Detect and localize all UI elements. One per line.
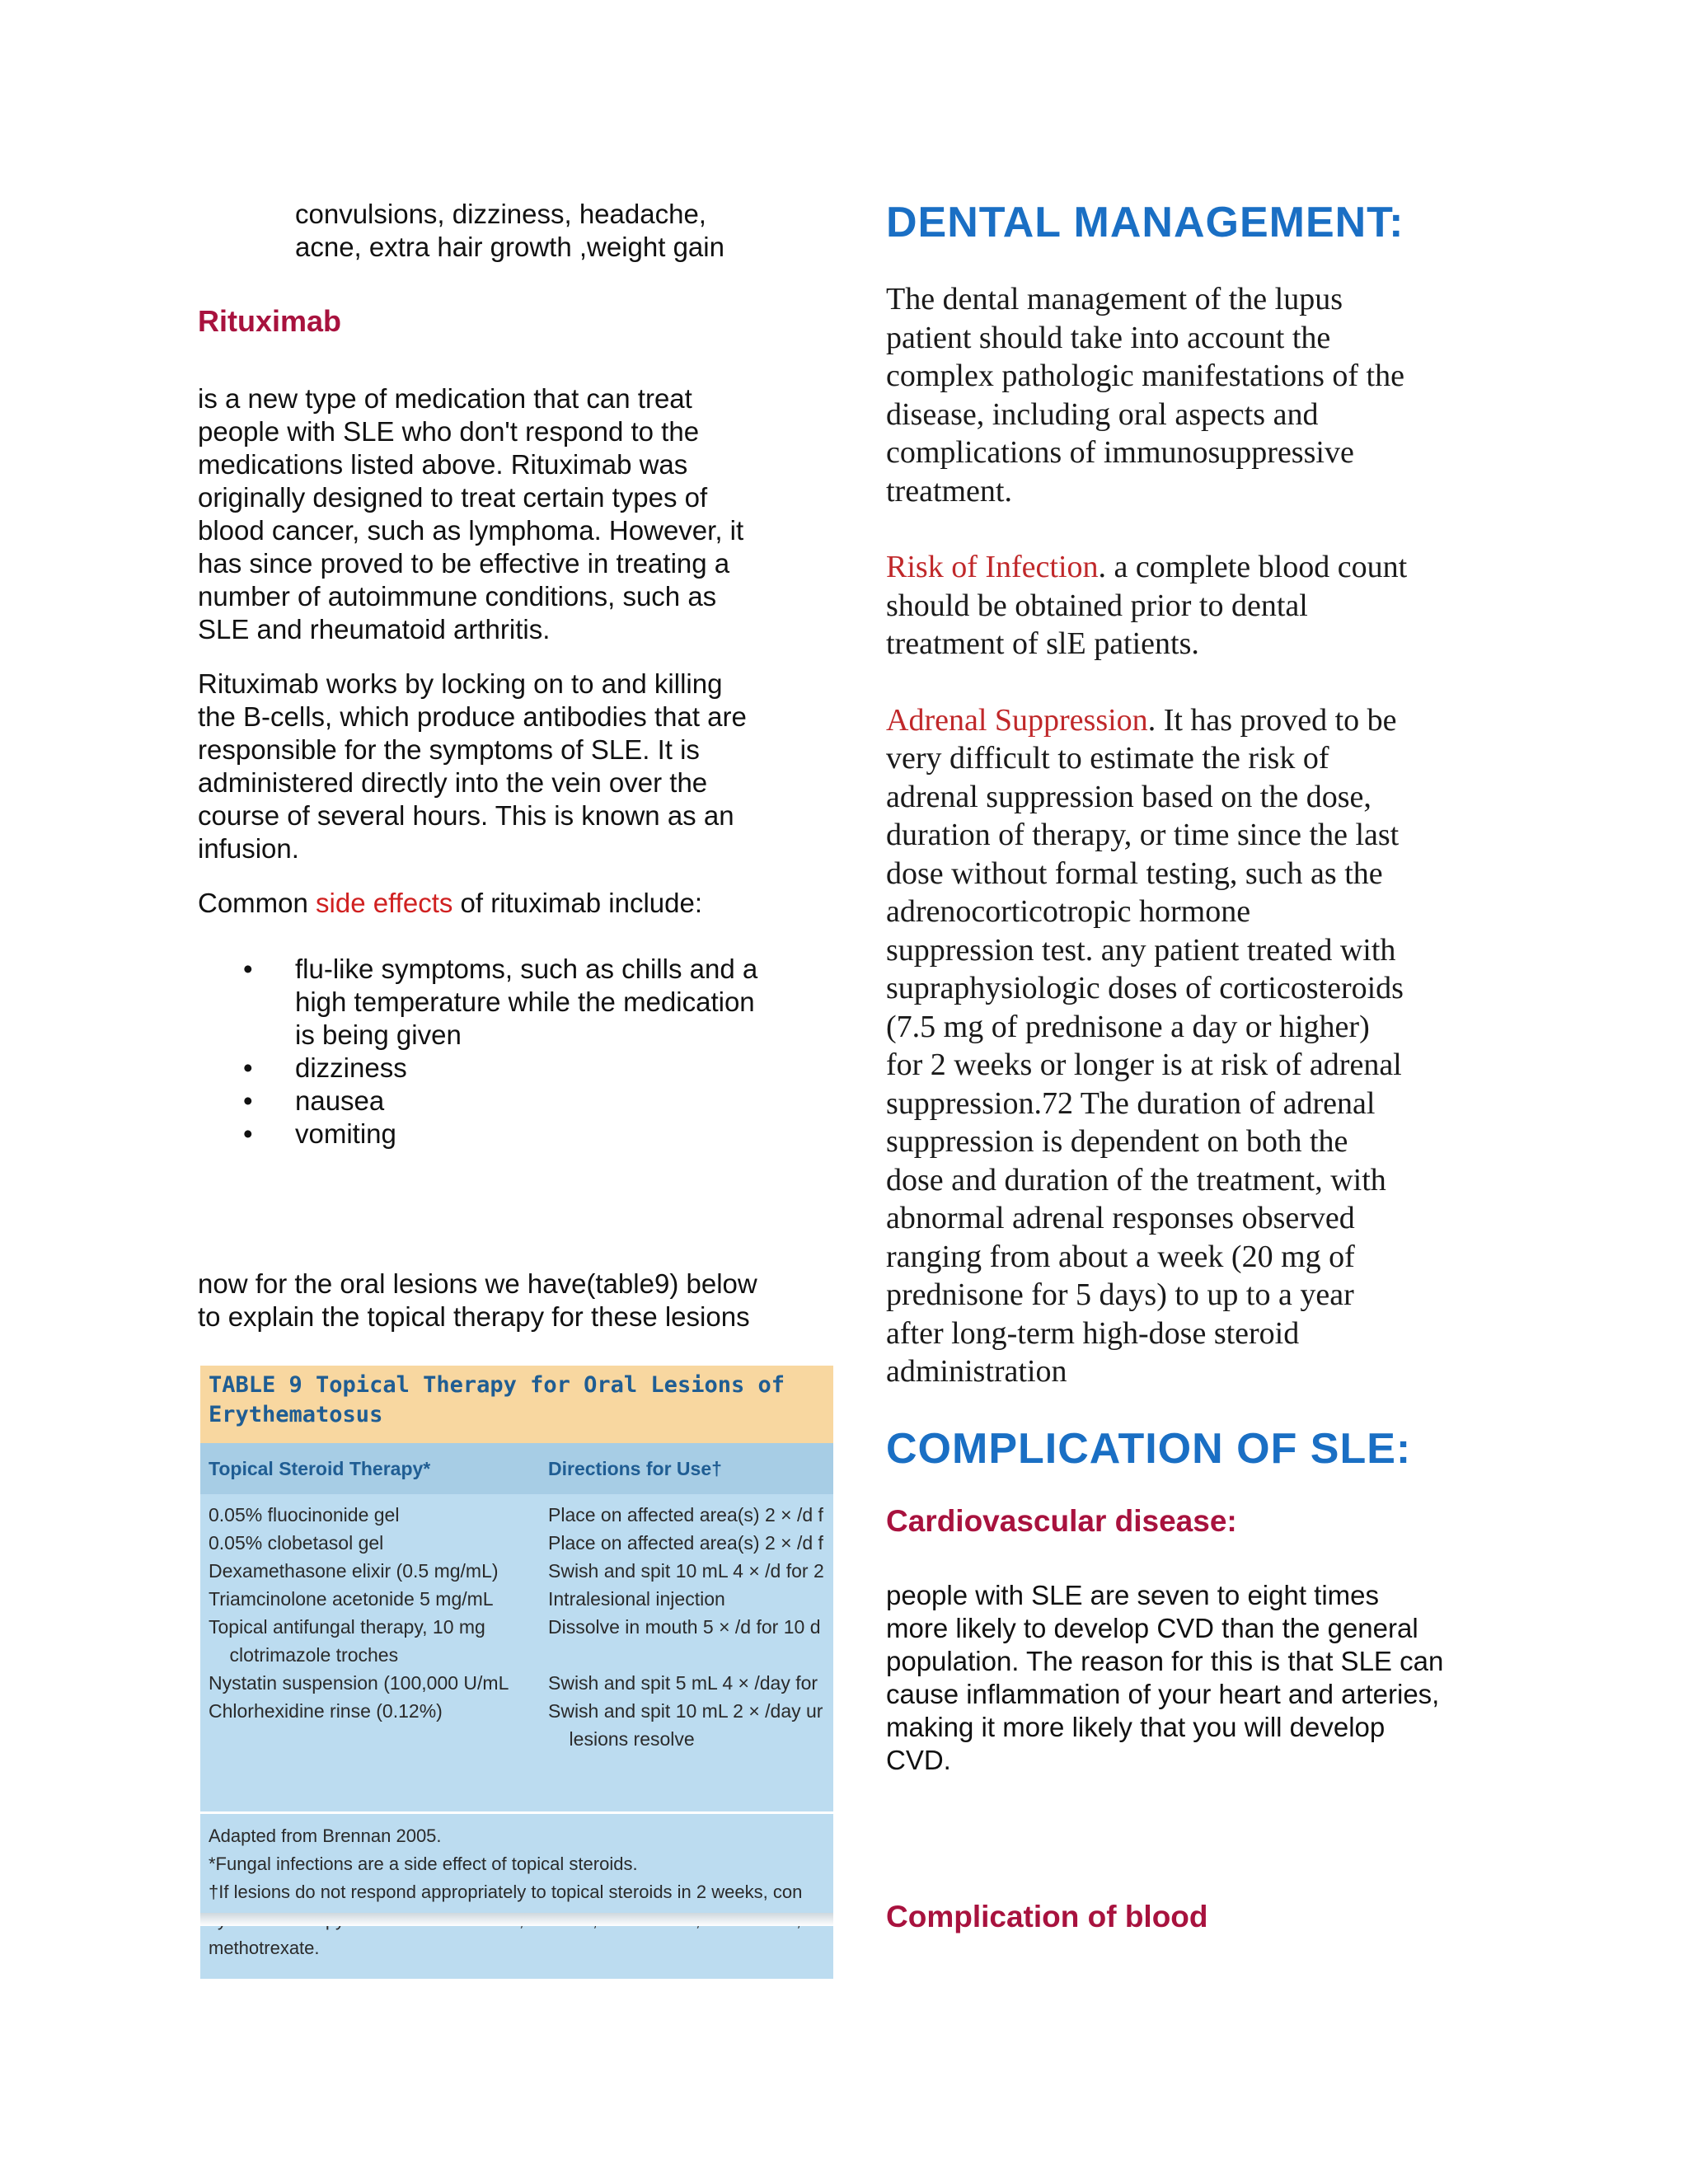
text-line: SLE and rheumatoid arthritis. bbox=[198, 614, 551, 644]
dental-management-heading: DENTAL MANAGEMENT: bbox=[886, 199, 1404, 246]
table-cell: Place on affected area(s) 2 × /d f bbox=[548, 1532, 823, 1554]
table-cell: Chlorhexidine rinse (0.12%) bbox=[209, 1700, 443, 1722]
table-cell bbox=[546, 1641, 833, 1669]
right-column bbox=[886, 198, 1479, 1933]
text-line: administered directly into the vein over the bbox=[198, 767, 708, 798]
left-column bbox=[198, 198, 808, 1333]
text-line: dose without formal testing, such as the bbox=[886, 855, 1383, 891]
table-cell: 0.05% clobetasol gel bbox=[209, 1532, 384, 1554]
rituximab-paragraph-1 bbox=[198, 382, 808, 646]
side-effects-intro bbox=[198, 887, 808, 920]
text-line: now for the oral lesions we have(table9) below bbox=[198, 1268, 757, 1299]
text-line: Rituximab works by locking on to and killing bbox=[198, 668, 723, 699]
adrenal-suppression-paragraph bbox=[886, 701, 1479, 1391]
table-row bbox=[200, 1613, 833, 1641]
text-line: infusion. bbox=[198, 833, 299, 864]
text-line: should be obtained prior to dental bbox=[886, 588, 1308, 623]
table-row bbox=[200, 1585, 833, 1613]
cardiovascular-paragraph bbox=[886, 1579, 1479, 1777]
text-line: acne, extra hair growth ,weight gain bbox=[295, 232, 724, 262]
text-line: the B-cells, which produce antibodies that are bbox=[198, 701, 747, 732]
risk-of-infection-label: Risk of Infection bbox=[886, 550, 1099, 584]
text-line: suppression is dependent on both the bbox=[886, 1124, 1348, 1159]
text-line: cause inflammation of your heart and arteries, bbox=[886, 1678, 1440, 1709]
text-line: patient should take into account the bbox=[886, 320, 1331, 355]
table-cell: Place on affected area(s) 2 × /d f bbox=[548, 1504, 823, 1526]
footnote: methotrexate. bbox=[209, 1938, 320, 1958]
text-line: treatment of slE patients. bbox=[886, 626, 1199, 661]
text-line: TABLE 9 Topical Therapy for Oral Lesions of bbox=[209, 1372, 785, 1398]
table-row bbox=[200, 1669, 833, 1697]
list-item bbox=[198, 953, 808, 1052]
text-line: Erythematosus bbox=[209, 1402, 383, 1427]
table-bottom-edge bbox=[200, 1913, 833, 1926]
text-line: is being given bbox=[295, 1019, 462, 1050]
text-line: administration bbox=[886, 1354, 1067, 1389]
oral-lesions-paragraph bbox=[198, 1268, 808, 1333]
text-line: people with SLE are seven to eight times bbox=[886, 1579, 1380, 1610]
side-effects-list bbox=[198, 953, 808, 1151]
text-line: people with SLE who don't respond to the bbox=[198, 416, 700, 447]
text-line: abnormal adrenal responses observed bbox=[886, 1201, 1355, 1235]
rituximab-heading: Rituximab bbox=[198, 304, 342, 338]
table-row bbox=[200, 1557, 833, 1585]
text-line: to explain the topical therapy for these lesions bbox=[198, 1301, 750, 1332]
text-line: has since proved to be effective in treating a bbox=[198, 548, 730, 579]
text-line bbox=[886, 548, 1479, 587]
text-line: complex pathologic manifestations of the bbox=[886, 359, 1404, 393]
dental-management-paragraph bbox=[886, 280, 1479, 510]
bullet-icon: • bbox=[243, 954, 253, 984]
list-item bbox=[198, 1118, 808, 1151]
text-line bbox=[886, 701, 1479, 740]
side-effects-prefix: Common bbox=[198, 888, 316, 918]
text-line: course of several hours. This is known as an bbox=[198, 800, 734, 831]
text-line: dizziness bbox=[295, 1052, 407, 1083]
text-line: The dental management of the lupus bbox=[886, 282, 1343, 316]
risk-of-infection-paragraph bbox=[886, 548, 1479, 663]
text-span: . a complete blood count bbox=[1098, 550, 1408, 584]
footnote: *Fungal infections are a side effect of topical steroids. bbox=[209, 1854, 638, 1874]
table-cell: Nystatin suspension (100,000 U/mL bbox=[209, 1672, 509, 1694]
side-effects-link[interactable]: side effects bbox=[316, 888, 453, 918]
side-effects-suffix: of rituximab include: bbox=[452, 888, 703, 918]
text-line: flu-like symptoms, such as chills and a bbox=[295, 954, 758, 984]
blood-complication-heading: Complication of blood bbox=[886, 1899, 1208, 1933]
text-line: for 2 weeks or longer is at risk of adrenal bbox=[886, 1047, 1402, 1082]
list-item bbox=[198, 1085, 808, 1118]
table-cell: Swish and spit 10 mL 2 × /day ur bbox=[548, 1700, 823, 1722]
text-line: ranging from about a week (20 mg of bbox=[886, 1239, 1355, 1274]
text-line: adrenal suppression based on the dose, bbox=[886, 779, 1372, 814]
text-line: convulsions, dizziness, headache, bbox=[295, 199, 706, 229]
footnote: †If lesions do not respond appropriately to topical steroids in 2 weeks, con bbox=[209, 1882, 803, 1902]
text-line: suppression test. any patient treated with bbox=[886, 932, 1396, 968]
text-line: after long-term high-dose steroid bbox=[886, 1315, 1300, 1351]
text-line: medications listed above. Rituximab was bbox=[198, 449, 688, 480]
text-line: is a new type of medication that can treat bbox=[198, 383, 692, 414]
rituximab-paragraph-2 bbox=[198, 668, 808, 865]
list-item bbox=[198, 1052, 808, 1085]
text-line: more likely to develop CVD than the general bbox=[886, 1612, 1418, 1643]
table-cell: Dexamethasone elixir (0.5 mg/mL) bbox=[209, 1560, 499, 1582]
table-row bbox=[200, 1529, 833, 1557]
bullet-icon: • bbox=[243, 1085, 253, 1116]
table-cell: Swish and spit 5 mL 4 × /day for bbox=[548, 1672, 818, 1694]
table-row bbox=[200, 1697, 833, 1725]
table-cell: Dissolve in mouth 5 × /d for 10 d bbox=[548, 1616, 821, 1638]
text-line: prednisone for 5 days) to up to a year bbox=[886, 1277, 1354, 1312]
footnote: Adapted from Brennan 2005. bbox=[209, 1825, 442, 1846]
text-line: complications of immunosuppressive bbox=[886, 435, 1354, 470]
table-header-row bbox=[200, 1443, 833, 1494]
text-line: number of autoimmune conditions, such as bbox=[198, 581, 717, 612]
text-line: dose and duration of the treatment, with bbox=[886, 1162, 1386, 1197]
bullet-icon: • bbox=[243, 1052, 253, 1083]
text-line: population. The reason for this is that SLE can bbox=[886, 1645, 1444, 1676]
table-body bbox=[200, 1494, 833, 1811]
text-line: duration of therapy, or time since the last bbox=[886, 818, 1400, 852]
text-span: . It has proved to be bbox=[1147, 702, 1397, 738]
text-line: responsible for the symptoms of SLE. It is bbox=[198, 734, 700, 765]
text-line: adrenocorticotropic hormone bbox=[886, 894, 1251, 929]
table-cell: Intralesional injection bbox=[548, 1588, 725, 1610]
column-header: Topical Steroid Therapy* bbox=[209, 1457, 431, 1479]
table-cell bbox=[200, 1725, 546, 1753]
text-line: treatment. bbox=[886, 473, 1012, 509]
table-cell: Topical antifungal therapy, 10 mg bbox=[209, 1616, 485, 1638]
text-line: blood cancer, such as lymphoma. However, it bbox=[198, 515, 744, 546]
cardiovascular-heading: Cardiovascular disease: bbox=[886, 1503, 1237, 1538]
text-line: nausea bbox=[295, 1085, 385, 1116]
text-line: supraphysiologic doses of corticosteroids bbox=[886, 971, 1404, 1005]
text-line: making it more likely that you will develop bbox=[886, 1711, 1386, 1742]
text-line: suppression.72 The duration of adrenal bbox=[886, 1085, 1376, 1121]
text-line: originally designed to treat certain types of bbox=[198, 482, 708, 513]
adrenal-suppression-label: Adrenal Suppression bbox=[886, 702, 1148, 738]
text-line: disease, including oral aspects and bbox=[886, 396, 1319, 432]
table-cell: clotrimazole troches bbox=[209, 1644, 399, 1666]
table-9-figure bbox=[200, 1366, 833, 1958]
table-title bbox=[200, 1366, 833, 1443]
table-row bbox=[200, 1725, 833, 1753]
text-line: vomiting bbox=[295, 1118, 396, 1149]
intro-continuation bbox=[198, 198, 808, 264]
bullet-icon: • bbox=[243, 1118, 253, 1149]
complication-heading: COMPLICATION OF SLE: bbox=[886, 1424, 1412, 1473]
text-line: high temperature while the medication bbox=[295, 987, 755, 1017]
text-line: (7.5 mg of prednisone a day or higher) bbox=[886, 1009, 1370, 1044]
table-cell: lesions resolve bbox=[548, 1728, 695, 1750]
table-cell: 0.05% fluocinonide gel bbox=[209, 1504, 400, 1526]
table-cell: Swish and spit 10 mL 4 × /d for 2 bbox=[548, 1560, 824, 1582]
column-header: Directions for Use† bbox=[548, 1457, 722, 1479]
table-cell: Triamcinolone acetonide 5 mg/mL bbox=[209, 1588, 494, 1610]
table-row bbox=[200, 1641, 833, 1669]
table-footnotes bbox=[200, 1814, 833, 1979]
text-line: very difficult to estimate the risk of bbox=[886, 741, 1329, 776]
text-line: CVD. bbox=[886, 1744, 951, 1775]
table-row bbox=[200, 1501, 833, 1529]
